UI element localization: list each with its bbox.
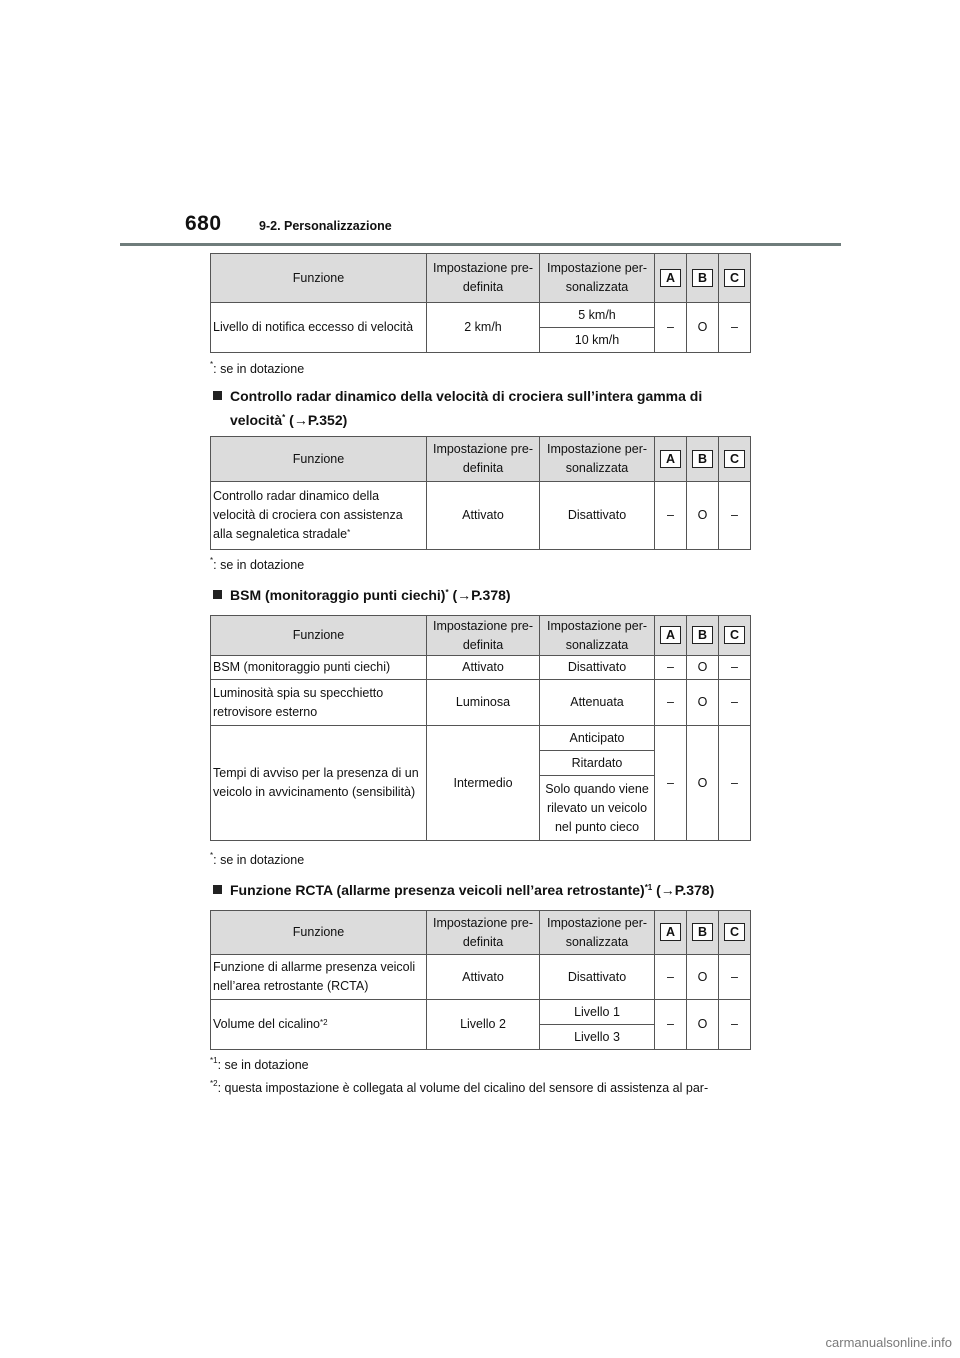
cell-c: – [719, 726, 751, 841]
table-row [211, 482, 751, 550]
table-header-row [211, 437, 751, 482]
cell-b: O [687, 726, 719, 841]
cell-default: Attivato [427, 482, 540, 550]
cell-c: – [719, 482, 751, 550]
header-default: Impostazione pre-definita [427, 254, 540, 303]
cell-b: O [687, 656, 719, 680]
cell-b: O [687, 1000, 719, 1050]
header-default: Impostazione pre-definita [427, 616, 540, 656]
table-row [211, 955, 751, 1000]
badge-a: A [660, 450, 681, 468]
header-a [655, 911, 687, 955]
header-a [655, 616, 687, 656]
table-radar-cruise [210, 436, 751, 550]
header-c [719, 437, 751, 482]
header-c [719, 616, 751, 656]
cell-a: – [655, 482, 687, 550]
footnote: *: se in dotazione [210, 360, 305, 376]
header-function: Funzione [211, 616, 427, 656]
header-default: Impostazione pre-definita [427, 911, 540, 955]
cell-b: O [687, 482, 719, 550]
cell-c: – [719, 955, 751, 1000]
cell-a: – [655, 1000, 687, 1050]
section-title: 9-2. Personalizzazione [259, 219, 392, 233]
header-function: Funzione [211, 254, 427, 303]
cell-a: – [655, 955, 687, 1000]
table-row [211, 656, 751, 680]
header-b [687, 254, 719, 303]
cell-function: Livello di notifica eccesso di velocità [211, 303, 427, 353]
page-number: 680 [185, 212, 222, 235]
header-default: Impostazione pre-definita [427, 437, 540, 482]
header-custom: Impostazione per-sonalizzata [540, 437, 655, 482]
cell-b: O [687, 303, 719, 353]
header-a [655, 437, 687, 482]
badge-a: A [660, 923, 681, 941]
footnote: $^{*2}$: questa impostazione è collegata al volume del cicalino del sensore di assistenza al par- [210, 1079, 709, 1095]
header-custom: Impostazione per-sonalizzata [540, 911, 655, 955]
square-bullet-icon [213, 885, 222, 894]
badge-b: B [692, 450, 713, 468]
cell-custom: Disattivato [540, 482, 655, 550]
badge-c: C [724, 450, 745, 468]
header-c [719, 911, 751, 955]
cell-custom: Disattivato [540, 656, 655, 680]
section-heading: Controllo radar dinamico della velocità di crociera sull’intera gamma di velocità* (→P.352) [213, 385, 702, 431]
cell-a: – [655, 303, 687, 353]
cell-function: Volume del cicalino$^{*2}$ [211, 1000, 427, 1050]
cell-custom: Ritardato [540, 751, 655, 776]
cell-custom: Anticipato [540, 726, 655, 751]
badge-a: A [660, 626, 681, 644]
cell-a: – [655, 656, 687, 680]
footnote: *: se in dotazione [210, 556, 305, 572]
footnote: *: se in dotazione [210, 851, 305, 867]
square-bullet-icon [213, 590, 222, 599]
cell-a: – [655, 726, 687, 841]
cell-function: Controllo radar dinamico della velocità di crociera con assistenza alla segnaletica stradale* [211, 482, 427, 550]
cell-default: Attivato [427, 955, 540, 1000]
cell-b: O [687, 955, 719, 1000]
cell-default: Attivato [427, 656, 540, 680]
badge-c: C [724, 923, 745, 941]
cell-custom: Attenuata [540, 680, 655, 726]
section-heading: Funzione RCTA (allarme presenza veicoli nell’area retrostante)$^{*1}$ (→P.378) [213, 879, 714, 901]
watermark: carmanualsonline.info [825, 1335, 952, 1350]
table-bsm [210, 615, 751, 841]
cell-c: – [719, 1000, 751, 1050]
cell-function: Funzione di allarme presenza veicoli nell’area retrostante (RCTA) [211, 955, 427, 1000]
cell-custom: Solo quando viene rilevato un veicolo nel punto cieco [540, 776, 655, 841]
square-bullet-icon [213, 391, 222, 400]
table-rcta [210, 910, 751, 1050]
badge-b: B [692, 269, 713, 287]
table-header-row [211, 254, 751, 303]
table-row [211, 303, 751, 328]
header-b [687, 911, 719, 955]
header-c [719, 254, 751, 303]
cell-function: Luminosità spia su specchietto retrovisore esterno [211, 680, 427, 726]
badge-b: B [692, 923, 713, 941]
section-heading: BSM (monitoraggio punti ciechi)* (→P.378) [213, 584, 511, 606]
header-custom: Impostazione per-sonalizzata [540, 254, 655, 303]
table-row [211, 680, 751, 726]
cell-custom: 5 km/h [540, 303, 655, 328]
cell-c: – [719, 303, 751, 353]
table-header-row [211, 616, 751, 656]
cell-default: 2 km/h [427, 303, 540, 353]
header-b [687, 616, 719, 656]
cell-custom: Disattivato [540, 955, 655, 1000]
header-a [655, 254, 687, 303]
header-function: Funzione [211, 911, 427, 955]
badge-c: C [724, 626, 745, 644]
badge-c: C [724, 269, 745, 287]
cell-default: Intermedio [427, 726, 540, 841]
header-b [687, 437, 719, 482]
cell-c: – [719, 656, 751, 680]
table-row [211, 1000, 751, 1025]
header-rule [120, 243, 841, 246]
badge-b: B [692, 626, 713, 644]
cell-c: – [719, 680, 751, 726]
table-row [211, 726, 751, 751]
cell-custom: 10 km/h [540, 328, 655, 353]
cell-custom: Livello 1 [540, 1000, 655, 1025]
cell-default: Luminosa [427, 680, 540, 726]
footnote: $^{*1}$: se in dotazione [210, 1056, 309, 1072]
cell-function: Tempi di avviso per la presenza di un veicolo in avvicinamento (sensibilità) [211, 726, 427, 841]
table-overspeed [210, 253, 751, 353]
cell-a: – [655, 680, 687, 726]
cell-function: BSM (monitoraggio punti ciechi) [211, 656, 427, 680]
cell-b: O [687, 680, 719, 726]
header-custom: Impostazione per-sonalizzata [540, 616, 655, 656]
cell-default: Livello 2 [427, 1000, 540, 1050]
table-header-row [211, 911, 751, 955]
header-function: Funzione [211, 437, 427, 482]
cell-custom: Livello 3 [540, 1025, 655, 1050]
badge-a: A [660, 269, 681, 287]
